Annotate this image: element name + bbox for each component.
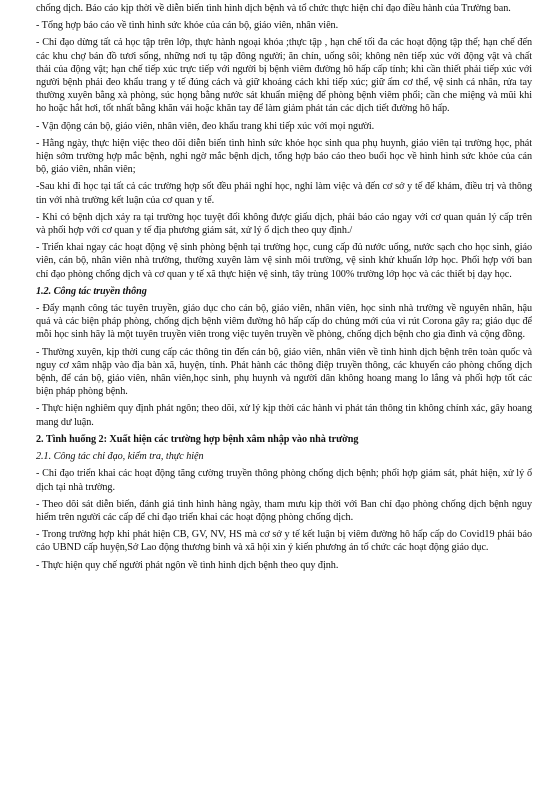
subsection-heading: 2.1. Công tác chỉ đạo, kiểm tra, thực hiện [36, 451, 204, 463]
paragraph: - Thực hiện nghiêm quy định phát ngôn; theo dõi, xử lý kịp thời các hành vi phát tán thông tin không chính xác, gây hoang mang dư luận. [36, 403, 532, 428]
paragraph: - Đẩy mạnh công tác tuyên truyền, giáo dục cho cán bộ, giáo viên, nhân viên, học sinh nhà trường về nguyên nhân, hậu quả và các biện pháp phòng, chống dịch bệnh viêm đường hô hấp cấp do chủng mới của vi rút Corona gây ra; giáo dục để mỗi học sinh hãy là một tuyên truyền viên trong việc tuyên truyền về phòng, chống dịch bệnh cho gia đình và cộng đồng. [36, 303, 532, 341]
paragraph: - Tổng hợp báo cáo về tình hình sức khỏe của cán bộ, giáo viên, nhân viên. [36, 20, 339, 32]
paragraph: - Trong trường hợp khi phát hiện CB, GV, NV, HS mà cơ sở y tế kết luận bị viêm đường hô hấp cấp do Covid19 phải báo cáo UBND cấp huyện,Sở Lao động thương binh và xã hội xin ý kiến phương án tổ chức các hoạt động giáo dục. [36, 529, 532, 554]
paragraph: - Theo dõi sát diễn biến, đánh giá tình hình hàng ngày, tham mưu kịp thời với Ban chỉ đạo phòng chống dịch bệnh nguy hiểm trên người các cấp để chỉ đạo triển khai các hoạt động phòng chống dịch. [36, 498, 532, 523]
paragraph: - Vận động cán bộ, giáo viên, nhân viên, đeo khẩu trang khi tiếp xúc với mọi người. [36, 120, 375, 132]
paragraph: - Hằng ngày, thực hiện việc theo dõi diễn biến tình hình sức khỏe học sinh qua phụ huynh, giáo viên tại trường học, phát hiện sớm trường hợp mắc bệnh, nghi ngờ mắc bệnh dịch, tổng hợp báo cáo theo buổi học về hình hình sức khỏe của cán bộ, giáo viên, nhân viên; [36, 137, 532, 176]
paragraph: - Khi có bệnh dịch xảy ra tại trường học tuyệt đối không được giấu dịch, phải báo cáo ngay với cơ quan quản lý cấp trên và phối hợp với cơ quan y tế địa phương giám sát, xử lý ổ dịch theo quy định./ [36, 211, 532, 237]
paragraph: - Chỉ đạo triển khai các hoạt động tăng cường truyền thông phòng chống dịch bệnh; phối hợp giám sát, phát hiện, xử lý ổ dịch tại nhà trường. [36, 468, 532, 493]
section-heading: 2. Tình huống 2: Xuất hiện các trường hợp bệnh xâm nhập vào nhà trường [36, 433, 359, 445]
paragraph: -Sau khi đi học tại tất cả các trường hợp sốt đều phải nghỉ học, nghỉ làm việc và đến cơ sở y tế để khám, điều trị và thông tin với nhà trường kết luận của cơ quan y tế. [36, 181, 532, 206]
paragraph: - Triển khai ngay các hoạt động vệ sinh phòng bệnh tại trường học, cung cấp đủ nước uống, nước sạch cho học sinh, giáo viên, cán bộ, nhân viên nhà trường, thường xuyên làm vệ sinh môi trường, vệ sinh khử khuẩn lớp học. Phối hợp với ban chỉ đạo phòng chống dịch và cơ quan y tế xã thực hiện vệ sinh, tây trùng 100% trường lớp học và các thiết bị dạy học. [36, 242, 532, 280]
paragraph: chống dịch. Báo cáo kịp thời về diễn biến tình hình dịch bệnh và tổ chức thực hiện chỉ đạo điều hành của Trường ban. [36, 3, 511, 14]
paragraph: - Chỉ đạo dừng tất cả học tập trên lớp, thực hành ngoại khóa ;thực tập , hạn chế tối đa các hoạt động tập thể; hạn chế đến các khu chợ bán đồ tươi sống, những nơi tụ tập đông người; ăn chín, uống sôi; không nên tiếp xúc với động vật và chất thải của động vật; hạn chế tiếp xúc trực tiếp với người bị bệnh viêm đường hô hấp cấp tính; khi cần thiết phải tiếp xúc với người bệnh phải đeo khẩu trang y tế đúng cách và giữ khoảng cách khi tiếp xúc; giữ ấm cơ thể, vệ sinh cá nhân, rửa tay thường xuyên bằng xà phòng, súc họng bằng nước sát khuẩn miệng để phòng bệnh viêm phổi; cần che miệng và mũi khi ho hoặc hắt hơi, tốt nhất bằng khăn vải hoặc khăn tay để làm giảm phát tán các dịch tiết đường hô hấp. [36, 37, 532, 115]
paragraph: - Thường xuyên, kịp thời cung cấp các thông tin đến cán bộ, giáo viên, nhân viên về tình hình dịch bệnh trên toàn quốc và nguy cơ xâm nhập vào địa bàn xã, huyện, tỉnh. Phát hành các thông điệp truyền thông, các khuyến cáo phòng chống dịch bệnh, để cán bộ, giáo viên, nhân viên,học sinh, phụ huynh và người dân không hoang mang lo lắng và phối hợp tốt các biện pháp phòng bệnh. [36, 346, 532, 398]
paragraph: - Thực hiện quy chế người phát ngôn về tình hình dịch bệnh theo quy định. [36, 559, 339, 571]
section-heading: 1.2. Công tác truyền thông [36, 285, 147, 297]
